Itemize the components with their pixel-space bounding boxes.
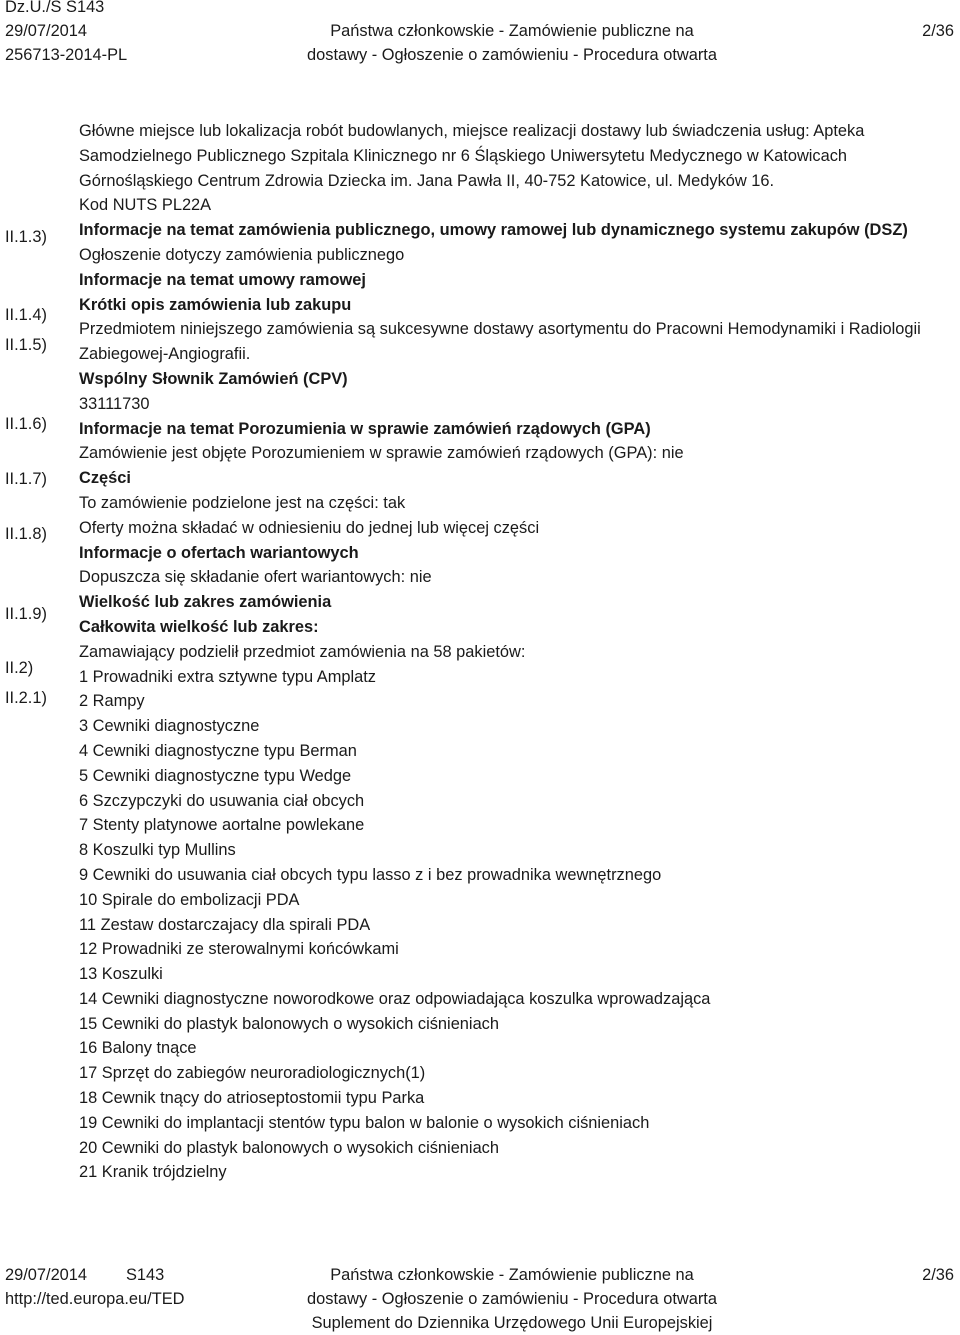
section-label-ii-1-3: II.1.3): [5, 228, 47, 246]
header-page-number: 2/36: [922, 22, 954, 40]
section-label-ii-1-4: II.1.4): [5, 306, 47, 324]
lots-text-1: To zamówienie podzielone jest na części: tak: [79, 493, 406, 512]
section-label-ii-1-5: II.1.5): [5, 336, 47, 354]
list-item: 21 Kranik trójdzielny: [79, 1163, 227, 1182]
section-label-ii-1-9: II.1.9): [5, 605, 47, 623]
list-item: 2 Rampy: [79, 692, 145, 711]
section-label-ii-1-8: II.1.8): [5, 525, 47, 543]
list-item: 20 Cewniki do plastyk balonowych o wysokich ciśnieniach: [79, 1138, 499, 1157]
framework-heading: Informacje na temat umowy ramowej: [79, 270, 366, 289]
footer-title-line3: Suplement do Dziennika Urzędowego Unii Europejskiej: [311, 1314, 713, 1332]
list-item: 8 Koszulki typ Mullins: [79, 841, 236, 860]
lots-list: [79, 665, 949, 1186]
list-item: 5 Cewniki diagnostyczne typu Wedge: [79, 766, 352, 785]
gpa-text: Zamówienie jest objęte Porozumieniem w sprawie zamówień rządowych (GPA): nie: [79, 444, 684, 463]
footer-url: http://ted.europa.eu/TED: [5, 1290, 185, 1308]
total-quantity-heading: Całkowita wielkość lub zakres:: [79, 617, 319, 636]
description-heading: Krótki opis zamówienia lub zakupu: [79, 295, 352, 314]
cpv-code: 33111730: [79, 394, 150, 413]
header-date: 29/07/2014: [5, 22, 88, 40]
list-item: 15 Cewniki do plastyk balonowych o wysokich ciśnieniach: [79, 1014, 499, 1033]
section-label-ii-2: II.2): [5, 659, 34, 677]
list-item: 4 Cewniki diagnostyczne typu Berman: [79, 741, 357, 760]
nuts-code: Kod NUTS PL22A: [79, 196, 212, 215]
variants-heading: Informacje o ofertach wariantowych: [79, 543, 359, 562]
cpv-heading: Wspólny Słownik Zamówień (CPV): [79, 369, 348, 388]
list-item: 7 Stenty platynowe aortalne powlekane: [79, 816, 365, 835]
list-item: 17 Sprzęt do zabiegów neuroradiologicznych(1): [79, 1064, 426, 1083]
lots-heading: Części: [79, 469, 131, 488]
list-item: 1 Prowadniki extra sztywne typu Amplatz: [79, 667, 376, 686]
description-text: Przedmiotem niniejszego zamówienia są sukcesywne dostawy asortymentu do Pracowni Hemodynamiki i Radiologii Zabiegowej-Angiografii.: [79, 320, 921, 364]
place-of-delivery: Główne miejsce lub lokalizacja robót budowlanych, miejsce realizacji dostawy lub świadczenia usług: Apteka Samodzielnego Publicznego Szpitala Klinicznego nr 6 Śląskiego Uniwersytetu Medycznego w Katowicach Górnośląskiego Centrum Zdrowia Dziecka im. Jana Pawła II, 40-752 Katowice, ul. Medyków 16.: [79, 122, 865, 190]
footer-date: 29/07/2014: [5, 1266, 88, 1284]
list-item: 6 Szczypczyki do usuwania ciał obcych: [79, 791, 365, 810]
quantity-heading: Wielkość lub zakres zamówienia: [79, 593, 332, 612]
contract-info-heading: Informacje na temat zamówienia publicznego, umowy ramowej lub dynamicznego systemu zakupów (DSZ): [79, 221, 908, 240]
footer-page-number: 2/36: [922, 1266, 954, 1284]
header-title-line1: Państwa członkowskie - Zamówienie publiczne na: [330, 22, 694, 40]
list-item: 18 Cewnik tnący do atrioseptostomii typu Parka: [79, 1089, 425, 1108]
footer-journal: S143: [126, 1266, 165, 1284]
section-label-ii-1-6: II.1.6): [5, 415, 47, 433]
notice-body: [79, 119, 949, 1185]
section-label-ii-2-1: II.2.1): [5, 689, 47, 707]
list-item: 10 Spirale do embolizacji PDA: [79, 890, 300, 909]
contract-info-text: Ogłoszenie dotyczy zamówienia publicznego: [79, 245, 405, 264]
section-label-ii-1-7: II.1.7): [5, 470, 47, 488]
list-item: 14 Cewniki diagnostyczne noworodkowe oraz odpowiadająca koszulka wprowadzająca: [79, 989, 711, 1008]
header-title-line2: dostawy - Ogłoszenie o zamówieniu - Procedura otwarta: [307, 46, 717, 64]
lots-text-2: Oferty można składać w odniesieniu do jednej lub więcej części: [79, 518, 540, 537]
variants-text: Dopuszcza się składanie ofert wariantowych: nie: [79, 568, 432, 587]
list-item: 11 Zestaw dostarczajacy dla spirali PDA: [79, 915, 371, 934]
list-item: 9 Cewniki do usuwania ciał obcych typu lasso z i bez prowadnika wewnętrznego: [79, 865, 662, 884]
list-item: 13 Koszulki: [79, 965, 163, 984]
total-quantity-intro: Zamawiający podzielił przedmiot zamówienia na 58 pakietów:: [79, 642, 526, 661]
footer-title-line1: Państwa członkowskie - Zamówienie publiczne na: [330, 1266, 694, 1284]
list-item: 16 Balony tnące: [79, 1039, 197, 1058]
footer-title-line2: dostawy - Ogłoszenie o zamówieniu - Procedura otwarta: [307, 1290, 717, 1308]
list-item: 19 Cewniki do implantacji stentów typu balon w balonie o wysokich ciśnieniach: [79, 1113, 650, 1132]
gpa-heading: Informacje na temat Porozumienia w sprawie zamówień rządowych (GPA): [79, 419, 651, 438]
header-reference: 256713-2014-PL: [5, 46, 128, 64]
list-item: 12 Prowadniki ze sterowalnymi końcówkami: [79, 940, 399, 959]
list-item: 3 Cewniki diagnostyczne: [79, 717, 260, 736]
header-journal: Dz.U./S S143: [5, 0, 105, 16]
